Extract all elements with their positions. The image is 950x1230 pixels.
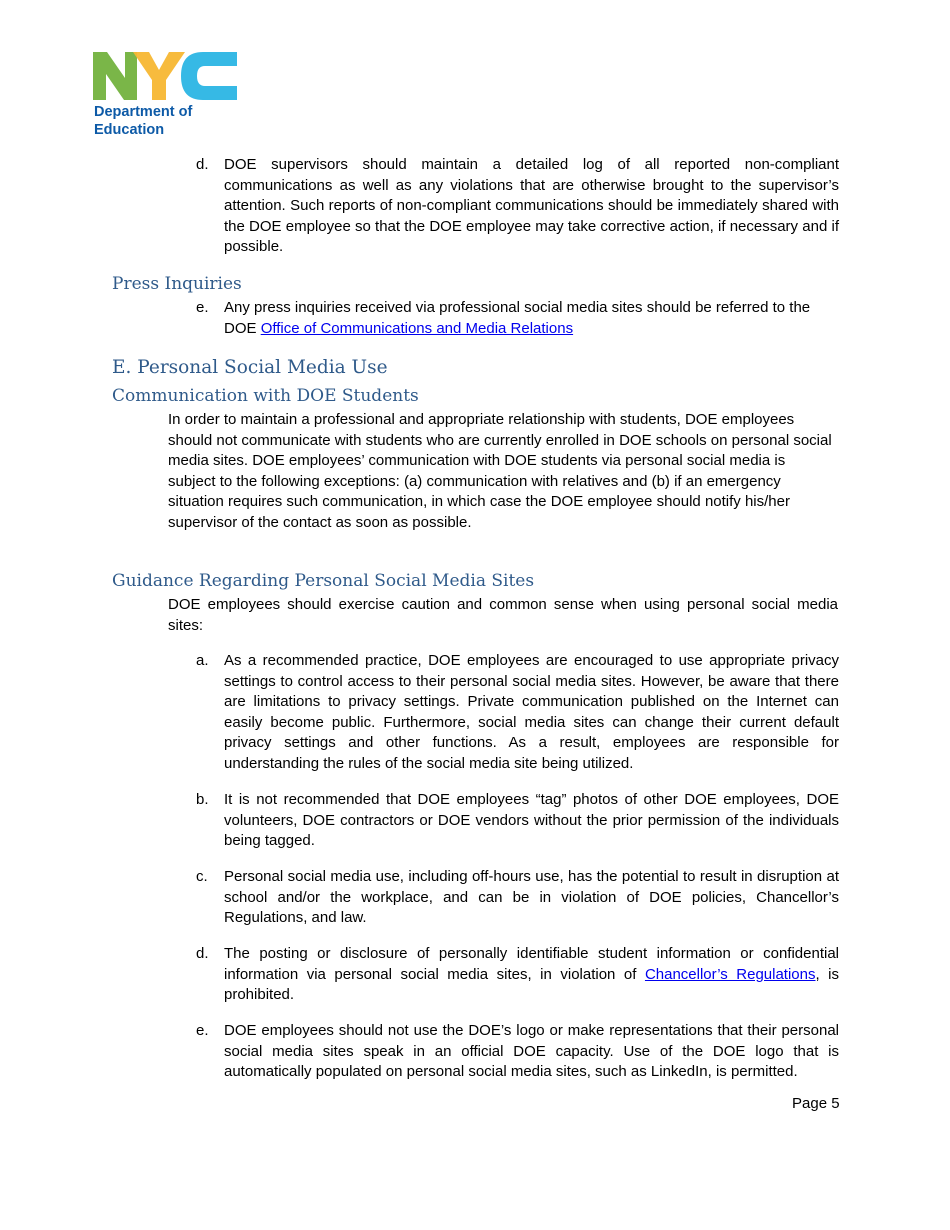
communication-students-heading: Communication with DOE Students	[112, 386, 419, 406]
item-text: As a recommended practice, DOE employees are encouraged to use appropriate privacy settings to control access to their personal social media sites. However, be aware that there are limitations to privacy settings. Private communication published on the Internet can easily become public. Furthermore, social media sites can change their current default privacy settings and other functions. As a result, employees are responsible for understanding the rules of the social media site being utilized.	[224, 652, 839, 772]
item-text: Personal social media use, including off-hours use, has the potential to result in disruption at school and/or the workplace, and can be in violation of DOE policies, Chancellor’s Regulations, and law.	[224, 868, 839, 926]
item-text	[224, 298, 839, 339]
item-text: It is not recommended that DOE employees “tag” photos of other DOE employees, DOE volunteers, DOE contractors or DOE vendors without the prior permission of the individuals being tagged.	[224, 791, 839, 849]
logo-wordmark	[94, 103, 192, 139]
list-item	[196, 944, 839, 1006]
item-label: c.	[196, 868, 208, 885]
item-label: d.	[196, 945, 209, 962]
guidance-heading: Guidance Regarding Personal Social Media Sites	[112, 571, 535, 591]
section-e-heading: E. Personal Social Media Use	[112, 357, 388, 378]
item-text-before: The posting or disclosure of personally identifiable student information or confidential information via personal social media sites, in violation of	[224, 945, 839, 983]
guidance-intro: DOE employees should exercise caution and common sense when using personal social media sites:	[168, 596, 838, 634]
list-item	[196, 651, 839, 774]
item-label: a.	[196, 652, 209, 669]
list-item	[196, 790, 839, 852]
list-item	[196, 155, 839, 258]
press-text: Any press inquiries received via professional social media sites should be referred to the DOE	[224, 299, 811, 337]
item-text: DOE employees should not use the DOE’s logo or make representations that their personal social media sites speak in an official DOE capacity. Use of the DOE logo that is automatically populated on personal social media sites, such as LinkedIn, is permitted.	[224, 1022, 839, 1080]
list-item	[196, 867, 839, 929]
page-number: Page 5	[792, 1095, 840, 1112]
logo-line-1: Department of	[94, 104, 193, 120]
list-item	[196, 1021, 839, 1083]
item-label: e.	[196, 1022, 209, 1039]
nyc-logo-mark	[93, 50, 239, 102]
item-text	[224, 944, 839, 1006]
communication-paragraph: In order to maintain a professional and appropriate relationship with students, DOE employees should not communicate with students who are currently enrolled in DOE schools on personal social media sites. DOE employees’ communication with DOE students via personal social media is subject to the following exceptions: (a) communication with relatives and (b) if an emergency situation requires such communication, in which case the DOE employee should notify his/her supervisor of the contact as soon as possible.	[168, 411, 832, 531]
chancellors-regulations-link[interactable]: Chancellor’s Regulations	[644, 965, 816, 983]
item-text: DOE supervisors should maintain a detailed log of all reported non-compliant communications as well as any violations that are otherwise brought to the supervisor’s attention. Such reports of non-compliant communications should be immediately shared with the DOE employee so that the DOE employee may take corrective action, if necessary and if possible.	[224, 156, 839, 255]
logo-line-2: Education	[94, 122, 165, 138]
press-inquiries-heading: Press Inquiries	[112, 274, 242, 294]
list-item	[196, 298, 839, 339]
nyc-doe-logo	[93, 50, 243, 140]
item-text-after: , is prohibited.	[224, 965, 840, 1003]
item-label: e.	[196, 299, 209, 316]
item-label: b.	[196, 791, 209, 808]
item-label: d.	[196, 156, 209, 173]
office-of-communications-link[interactable]: Office of Communications and Media Relations	[260, 319, 574, 337]
